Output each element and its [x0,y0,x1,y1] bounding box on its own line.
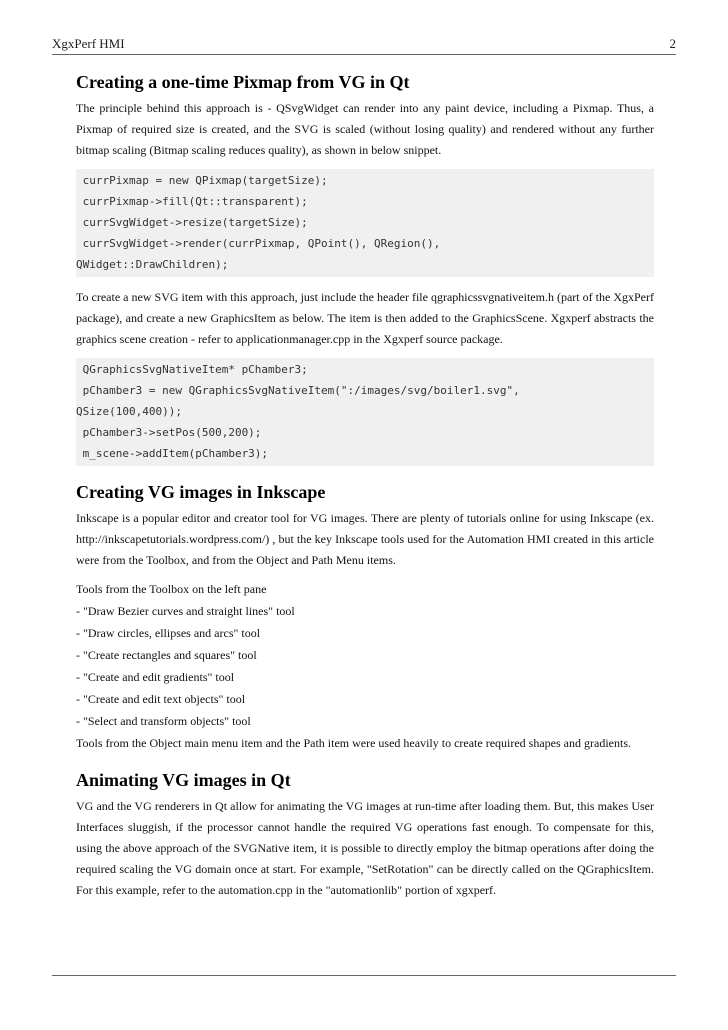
code-line: currSvgWidget->resize(targetSize); [76,216,308,229]
code-line: QSize(100,400)); [76,405,182,418]
paragraph: VG and the VG renderers in Qt allow for animating the VG images at run-time after loading them. But, this makes User Interfaces sluggish, if the processor cannot handle the required VG operations fast enough. To compensate for this, using the above approach of the SVGNative item, it is possible to directly employ the bitmap operations after doing the required scaling the VG domain once at start. For example, "SetRotation" can be directly called on the QGraphicsItem. For this example, refer to the automation.cpp in the "automationlib" portion of xgxperf. [76,799,654,897]
code-line: pChamber3 = new QGraphicsSvgNativeItem(":/images/svg/boiler1.svg", [76,384,520,397]
list-item: - "Select and transform objects" tool [76,714,251,728]
code-line: currPixmap->fill(Qt::transparent); [76,195,308,208]
list-item: - "Draw Bezier curves and straight lines" tool [76,604,295,618]
code-line: QWidget::DrawChildren); [76,258,229,271]
section-heading: Creating a one-time Pixmap from VG in Qt [76,72,410,92]
paragraph: Inkscape is a popular editor and creator tool for VG images. There are plenty of tutorials online for using Inkscape (ex. http://inkscapetutorials.wordpress.com/) , but the key Inkscape tools used for the Automation HMI created in this article were from the Toolbox, and from the Object and Path Menu items. [76,511,654,567]
code-line: pChamber3->setPos(500,200); [76,426,262,439]
page-header [52,36,676,52]
page-content [76,70,654,915]
code-snippet-pixmap [76,169,654,277]
section-inkscape [76,480,654,754]
paragraph: Tools from the Toolbox on the left pane [76,582,267,596]
code-line: currPixmap = new QPixmap(targetSize); [76,174,328,187]
list-item: - "Create and edit gradients" tool [76,670,235,684]
footer-divider [52,975,676,976]
paragraph: Tools from the Object main menu item and the Path item were used heavily to create required shapes and gradients. [76,736,631,750]
paragraph: To create a new SVG item with this approach, just include the header file qgraphicssvgnativeitem.h (part of the XgxPerf package), and create a new GraphicsItem as below. The item is then added to the GraphicsScene. Xgxperf abstracts the graphics scene creation - refer to applicationmanager.cpp in the Xgxperf source package. [76,290,654,346]
list-item: - "Create and edit text objects" tool [76,692,246,706]
header-divider [52,54,676,55]
list-item: - "Create rectangles and squares" tool [76,648,257,662]
page-number: 2 [669,36,676,51]
section-heading: Creating VG images in Inkscape [76,482,326,502]
document-title: XgxPerf HMI [52,36,125,51]
code-line: QGraphicsSvgNativeItem* pChamber3; [76,363,308,376]
section-animating [76,768,654,901]
code-line: m_scene->addItem(pChamber3); [76,447,269,460]
code-line: currSvgWidget->render(currPixmap, QPoint(), QRegion(), [76,237,441,250]
section-heading: Animating VG images in Qt [76,770,291,790]
section-pixmap [76,70,654,466]
code-snippet-svgnative [76,358,654,466]
list-item: - "Draw circles, ellipses and arcs" tool [76,626,261,640]
paragraph: The principle behind this approach is - QSvgWidget can render into any paint device, including a Pixmap. Thus, a Pixmap of required size is created, and the SVG is scaled (without losing quality) and rendered without any further bitmap scaling (Bitmap scaling reduces quality), as shown in below snippet. [76,101,654,157]
